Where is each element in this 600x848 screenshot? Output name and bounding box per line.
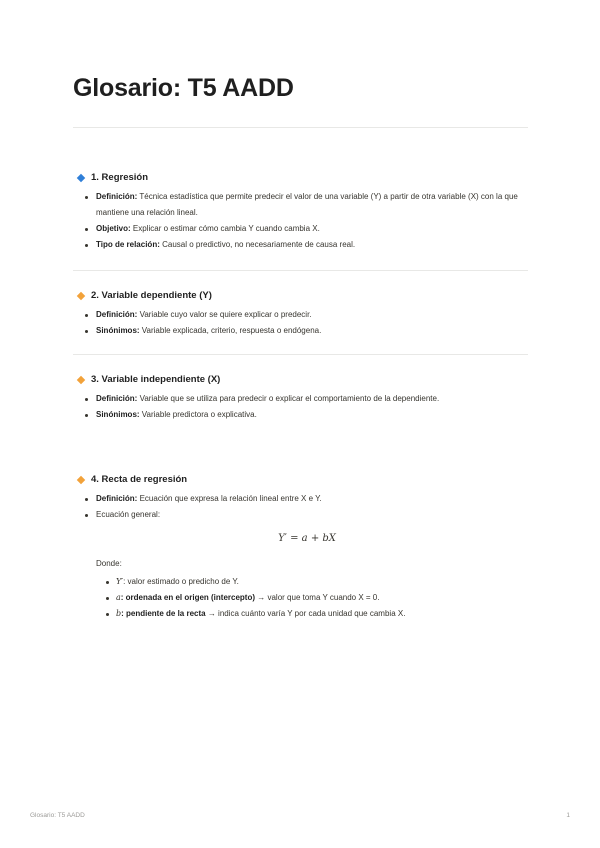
section-heading-text: 3. Variable independiente (X) <box>91 374 221 385</box>
diamond-icon <box>77 475 85 483</box>
list-item <box>78 189 528 221</box>
item-term: Definición: <box>96 310 138 319</box>
list-item <box>106 590 528 606</box>
list-item <box>78 221 528 237</box>
divider <box>73 354 528 355</box>
math-symbol: a <box>116 593 121 602</box>
section-heading-text: 2. Variable dependiente (Y) <box>91 290 212 301</box>
where-label: Donde: <box>96 559 122 568</box>
section-variable-independiente <box>78 374 528 423</box>
footer-title: Glosario: T5 AADD <box>30 812 85 819</box>
bullet-list <box>78 189 528 253</box>
list-item <box>78 507 528 523</box>
diamond-icon <box>77 173 85 181</box>
section-heading <box>78 172 528 183</box>
item-text: Variable predictora o explicativa. <box>141 410 257 419</box>
item-text: → valor que toma Y cuando X = 0. <box>255 593 380 602</box>
formula-terms-list <box>78 574 528 622</box>
diamond-icon <box>77 375 85 383</box>
list-item <box>78 323 528 339</box>
math-symbol: Y′ <box>116 577 124 586</box>
section-recta-regresion <box>78 474 528 622</box>
item-text: Ecuación que expresa la relación lineal entre X e Y. <box>139 494 322 503</box>
item-term: Definición: <box>96 494 138 503</box>
item-term: Definición: <box>96 192 138 201</box>
list-item <box>78 391 528 407</box>
regression-formula: Y′ = a + bX <box>278 533 336 544</box>
section-heading-text: 1. Regresión <box>91 172 149 183</box>
item-text: Técnica estadística que permite predecir el valor de una variable (Y) a partir de otra variable (X) con la que mantiene una relación lineal. <box>96 192 518 217</box>
list-item <box>106 574 528 590</box>
item-term: Sinónimos: <box>96 410 140 419</box>
diamond-icon <box>77 291 85 299</box>
list-item <box>78 307 528 323</box>
item-text: Variable cuyo valor se quiere explicar o predecir. <box>139 310 312 319</box>
item-term: Definición: <box>96 394 138 403</box>
list-item <box>106 606 528 622</box>
section-heading <box>78 374 528 385</box>
section-heading <box>78 474 528 485</box>
item-term: Tipo de relación: <box>96 240 160 249</box>
section-heading <box>78 290 528 301</box>
page-title: Glosario: T5 AADD <box>73 74 294 102</box>
item-text: : valor estimado o predicho de Y. <box>123 577 239 586</box>
item-text: Variable que se utiliza para predecir o explicar el comportamiento de la dependiente. <box>139 394 440 403</box>
math-symbol: b <box>116 609 122 618</box>
item-text: → indica cuánto varía Y por cada unidad que cambia X. <box>205 609 406 618</box>
bullet-list <box>78 391 528 423</box>
page-number: 1 <box>566 812 570 819</box>
item-term: Objetivo: <box>96 224 131 233</box>
section-variable-dependiente <box>78 290 528 339</box>
item-text: Causal o predictivo, no necesariamente de causa real. <box>162 240 356 249</box>
divider <box>73 127 528 128</box>
bullet-list <box>78 307 528 339</box>
item-text: Variable explicada, criterio, respuesta o endógena. <box>141 326 322 335</box>
item-text: Ecuación general: <box>96 510 161 519</box>
list-item <box>78 237 528 253</box>
item-term: Sinónimos: <box>96 326 140 335</box>
list-item <box>78 407 528 423</box>
item-term: : pendiente de la recta <box>121 609 206 618</box>
list-item <box>78 491 528 507</box>
section-heading-text: 4. Recta de regresión <box>91 474 188 485</box>
item-term: : ordenada en el origen (intercepto) <box>120 593 256 602</box>
item-text: Explicar o estimar cómo cambia Y cuando cambia X. <box>132 224 320 233</box>
divider <box>73 270 528 271</box>
bullet-list <box>78 491 528 523</box>
section-regresion <box>78 172 528 253</box>
